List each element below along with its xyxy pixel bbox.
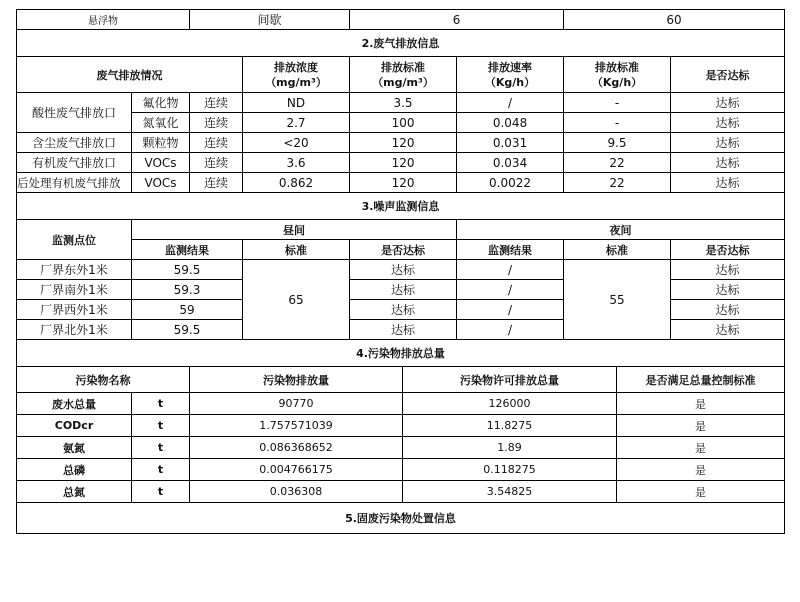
monitoring-point: 厂界东外1米 bbox=[17, 260, 132, 280]
emission-amount: 1.757571039 bbox=[190, 415, 403, 437]
emission-amount: 0.004766175 bbox=[190, 459, 403, 481]
report-page bbox=[16, 9, 784, 534]
suspended-solids-row bbox=[17, 10, 785, 30]
status: 达标 bbox=[671, 153, 785, 173]
rate: / bbox=[457, 93, 564, 113]
night-result: / bbox=[457, 300, 564, 320]
standard: 120 bbox=[350, 153, 457, 173]
rate-standard: 9.5 bbox=[564, 133, 671, 153]
header-line: （mg/m³） bbox=[372, 75, 434, 89]
standard: 120 bbox=[350, 173, 457, 193]
mode: 连续 bbox=[190, 153, 243, 173]
rate-standard: - bbox=[564, 113, 671, 133]
night-result: / bbox=[457, 280, 564, 300]
noise-header-row-1 bbox=[17, 220, 785, 240]
total-row bbox=[17, 481, 785, 503]
outlet-name: 酸性废气排放口 bbox=[17, 93, 132, 133]
day-result: 59.5 bbox=[132, 320, 243, 340]
rate: 0.048 bbox=[457, 113, 564, 133]
section-title: 5.固废污染物处置信息 bbox=[17, 503, 785, 534]
night-standard: 55 bbox=[564, 260, 671, 340]
header-compliance: 是否达标 bbox=[671, 57, 785, 93]
section-3-title-row bbox=[17, 193, 785, 220]
header-pollutant-name: 污染物名称 bbox=[17, 367, 190, 393]
emission-amount: 0.036308 bbox=[190, 481, 403, 503]
night-result: / bbox=[457, 260, 564, 280]
header-standard bbox=[350, 57, 457, 93]
rate-standard: 22 bbox=[564, 153, 671, 173]
permit-total: 126000 bbox=[403, 393, 617, 415]
rate: 0.031 bbox=[457, 133, 564, 153]
header-line: 排放浓度 bbox=[274, 60, 318, 74]
header-night-standard: 标准 bbox=[564, 240, 671, 260]
permit-total: 11.8275 bbox=[403, 415, 617, 437]
emission-table-upper bbox=[16, 9, 785, 340]
header-line: （Kg/h） bbox=[591, 75, 643, 89]
mode: 连续 bbox=[190, 93, 243, 113]
status: 达标 bbox=[671, 93, 785, 113]
header-line: （mg/m³） bbox=[265, 75, 327, 89]
status: 达标 bbox=[671, 133, 785, 153]
day-result: 59.5 bbox=[132, 260, 243, 280]
header-concentration bbox=[243, 57, 350, 93]
pollutant: VOCs bbox=[132, 173, 190, 193]
concentration: 0.862 bbox=[243, 173, 350, 193]
pollutant-name: 总磷 bbox=[17, 459, 132, 481]
header-line: 排放标准 bbox=[381, 60, 426, 74]
header-rate-standard bbox=[564, 57, 671, 93]
header-day-standard: 标准 bbox=[243, 240, 350, 260]
gas-row bbox=[17, 173, 785, 193]
permit-total: 0.118275 bbox=[403, 459, 617, 481]
gas-row bbox=[17, 133, 785, 153]
gas-row bbox=[17, 153, 785, 173]
monitoring-point: 厂界北外1米 bbox=[17, 320, 132, 340]
day-status: 达标 bbox=[350, 260, 457, 280]
header-line: 排放速率 bbox=[488, 60, 533, 74]
total-row bbox=[17, 437, 785, 459]
header-emission-item: 废气排放情况 bbox=[17, 57, 243, 93]
header-line: （Kg/h） bbox=[484, 75, 536, 89]
gas-header-row bbox=[17, 57, 785, 93]
header-night-compliance: 是否达标 bbox=[671, 240, 785, 260]
permit-total: 3.54825 bbox=[403, 481, 617, 503]
section-4-title-row bbox=[17, 340, 785, 367]
total-status: 是 bbox=[617, 393, 785, 415]
pollutant: 颗粒物 bbox=[132, 133, 190, 153]
day-result: 59.3 bbox=[132, 280, 243, 300]
standard-value: 60 bbox=[564, 10, 785, 30]
status: 达标 bbox=[671, 173, 785, 193]
standard: 3.5 bbox=[350, 93, 457, 113]
total-status: 是 bbox=[617, 459, 785, 481]
header-daytime: 昼间 bbox=[132, 220, 457, 240]
monitoring-point: 厂界南外1米 bbox=[17, 280, 132, 300]
standard: 120 bbox=[350, 133, 457, 153]
pollutant: VOCs bbox=[132, 153, 190, 173]
rate-standard: - bbox=[564, 93, 671, 113]
day-status: 达标 bbox=[350, 320, 457, 340]
mode: 连续 bbox=[190, 113, 243, 133]
gas-row bbox=[17, 93, 785, 113]
section-5-title-row bbox=[17, 503, 785, 534]
total-header-row bbox=[17, 367, 785, 393]
night-status: 达标 bbox=[671, 300, 785, 320]
monitoring-point: 厂界西外1米 bbox=[17, 300, 132, 320]
unit: t bbox=[132, 437, 190, 459]
section-2-title-row bbox=[17, 30, 785, 57]
outlet-name: 含尘废气排放口 bbox=[17, 133, 132, 153]
total-status: 是 bbox=[617, 481, 785, 503]
outlet-name: 有机废气排放口 bbox=[17, 153, 132, 173]
rate: 0.0022 bbox=[457, 173, 564, 193]
total-row bbox=[17, 459, 785, 481]
pollutant: 氟化物 bbox=[132, 93, 190, 113]
mode: 连续 bbox=[190, 173, 243, 193]
section-title: 3.噪声监测信息 bbox=[17, 193, 785, 220]
night-status: 达标 bbox=[671, 280, 785, 300]
header-nighttime: 夜间 bbox=[457, 220, 785, 240]
concentration: 3.6 bbox=[243, 153, 350, 173]
discharge-mode: 间歇 bbox=[190, 10, 350, 30]
unit: t bbox=[132, 393, 190, 415]
header-day-result: 监测结果 bbox=[132, 240, 243, 260]
pollutant-name: 悬浮物 bbox=[17, 10, 190, 30]
day-status: 达标 bbox=[350, 300, 457, 320]
outlet-name: 后处理有机废气排放 bbox=[17, 173, 132, 193]
day-standard: 65 bbox=[243, 260, 350, 340]
total-row bbox=[17, 415, 785, 437]
concentration: <20 bbox=[243, 133, 350, 153]
pollutant-total-table bbox=[16, 340, 785, 534]
pollutant-name: CODcr bbox=[17, 415, 132, 437]
pollutant-name: 氨氮 bbox=[17, 437, 132, 459]
permit-total: 1.89 bbox=[403, 437, 617, 459]
night-result: / bbox=[457, 320, 564, 340]
night-status: 达标 bbox=[671, 260, 785, 280]
unit: t bbox=[132, 459, 190, 481]
total-status: 是 bbox=[617, 415, 785, 437]
pollutant-name: 废水总量 bbox=[17, 393, 132, 415]
day-status: 达标 bbox=[350, 280, 457, 300]
night-status: 达标 bbox=[671, 320, 785, 340]
day-result: 59 bbox=[132, 300, 243, 320]
concentration: ND bbox=[243, 93, 350, 113]
pollutant: 氮氧化 bbox=[132, 113, 190, 133]
emission-amount: 0.086368652 bbox=[190, 437, 403, 459]
total-status: 是 bbox=[617, 437, 785, 459]
header-rate bbox=[457, 57, 564, 93]
section-title: 2.废气排放信息 bbox=[17, 30, 785, 57]
noise-row bbox=[17, 260, 785, 280]
unit: t bbox=[132, 415, 190, 437]
gas-row bbox=[17, 113, 785, 133]
header-permit-total: 污染物许可排放总量 bbox=[403, 367, 617, 393]
mode: 连续 bbox=[190, 133, 243, 153]
header-day-compliance: 是否达标 bbox=[350, 240, 457, 260]
emission-amount: 90770 bbox=[190, 393, 403, 415]
concentration: 2.7 bbox=[243, 113, 350, 133]
header-total-compliance: 是否满足总量控制标准 bbox=[617, 367, 785, 393]
concentration-value: 6 bbox=[350, 10, 564, 30]
header-emission-amount: 污染物排放量 bbox=[190, 367, 403, 393]
unit: t bbox=[132, 481, 190, 503]
rate-standard: 22 bbox=[564, 173, 671, 193]
total-row bbox=[17, 393, 785, 415]
header-night-result: 监测结果 bbox=[457, 240, 564, 260]
header-monitoring-point: 监测点位 bbox=[17, 220, 132, 260]
noise-header-row-2 bbox=[17, 240, 785, 260]
rate: 0.034 bbox=[457, 153, 564, 173]
pollutant-name: 总氮 bbox=[17, 481, 132, 503]
standard: 100 bbox=[350, 113, 457, 133]
status: 达标 bbox=[671, 113, 785, 133]
header-line: 排放标准 bbox=[595, 60, 640, 74]
section-title: 4.污染物排放总量 bbox=[17, 340, 785, 367]
